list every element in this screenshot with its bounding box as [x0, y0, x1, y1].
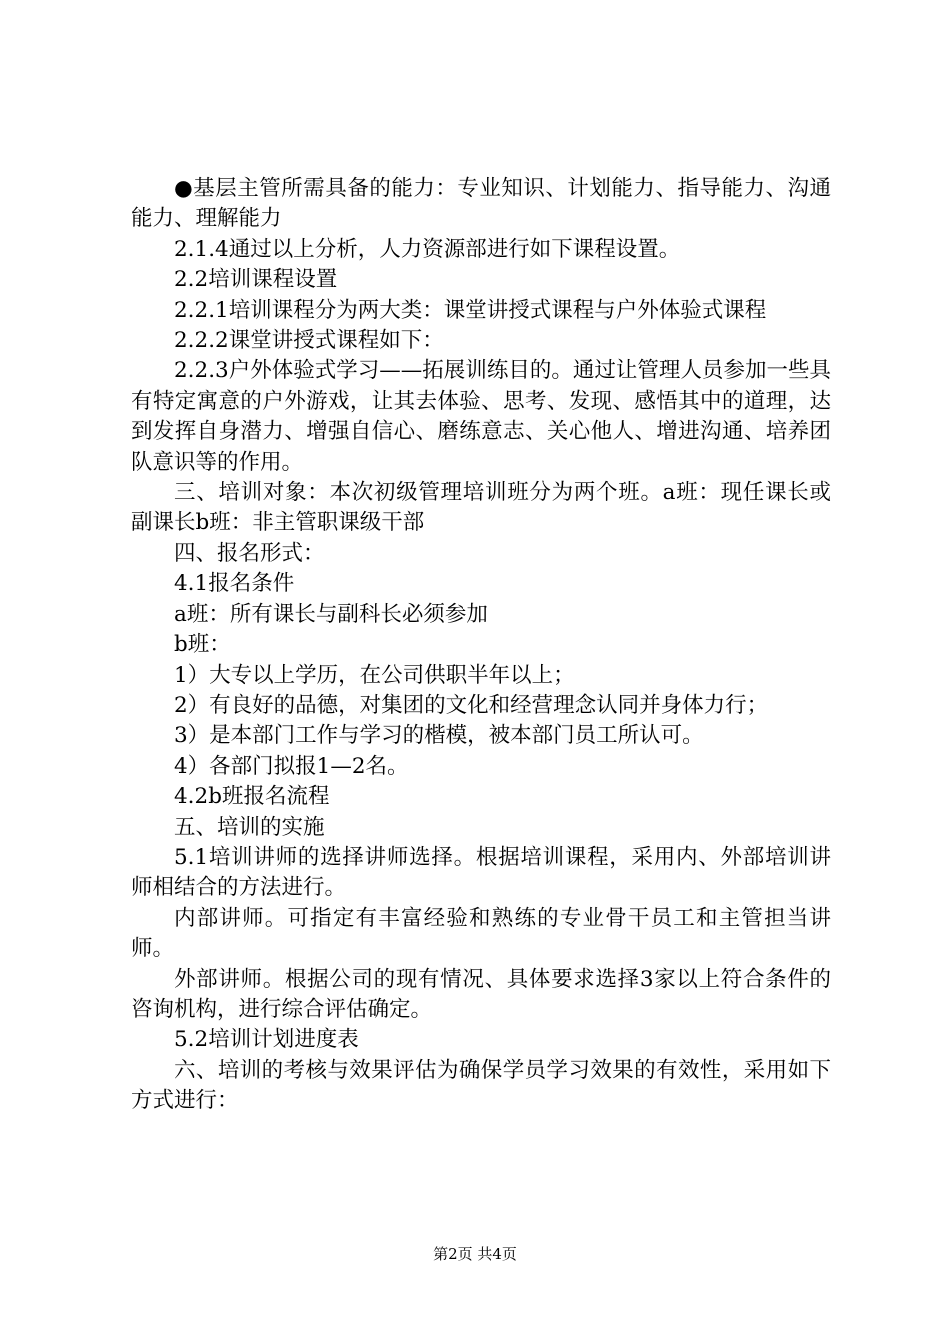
paragraph: 5.1培训讲师的选择讲师选择。根据培训课程，采用内、外部培训讲师相结合的方法进行。 [131, 844, 831, 901]
paragraph: 三、培训对象：本次初级管理培训班分为两个班。a班：现任课长或副课长b班：非主管职课级干部 [131, 480, 831, 536]
paragraph: 2.1.4通过以上分析，人力资源部进行如下课程设置。 [174, 236, 681, 262]
paragraph: a班：所有课长与副科长必须参加 [174, 601, 488, 627]
paragraph: 六、培训的考核与效果评估为确保学员学习效果的有效性，采用如下方式进行： [131, 1057, 831, 1114]
paragraph: 内部讲师。可指定有丰富经验和熟练的专业骨干员工和主管担当讲师。 [131, 905, 831, 962]
paragraph: b班： [174, 632, 231, 658]
paragraph: 4）各部门拟报1—2名。 [174, 753, 409, 779]
paragraph: 3）是本部门工作与学习的楷模，被本部门员工所认可。 [174, 723, 704, 749]
paragraph: 2.2.3户外体验式学习——拓展训练目的。通过让管理人员参加一些具有特定寓意的户外游戏，让其去体验、思考、发现、感悟其中的道理，达到发挥自身潜力、增强自信心、磨练意志、关心他人、增进沟通、培养团队意识等的作用。 [131, 358, 831, 475]
paragraph: 2.2.2课堂讲授式课程如下： [174, 328, 444, 354]
page-number-footer: 第2页 共4页 [433, 1245, 517, 1263]
paragraph: 2）有良好的品德，对集团的文化和经营理念认同并身体力行； [174, 692, 769, 718]
paragraph: 外部讲师。根据公司的现有情况、具体要求选择3家以上符合条件的咨询机构，进行综合评估确定。 [131, 966, 831, 1022]
paragraph: 五、培训的实施 [174, 814, 325, 840]
paragraph: 4.2b班报名流程 [174, 784, 330, 810]
paragraph: ●基层主管所需具备的能力：专业知识、计划能力、指导能力、沟通能力、理解能力 [131, 176, 831, 232]
paragraph: 4.1报名条件 [174, 571, 295, 597]
paragraph: 2.2.1培训课程分为两大类：课堂讲授式课程与户外体验式课程 [174, 297, 767, 323]
paragraph: 5.2培训计划进度表 [174, 1027, 359, 1053]
document-body [131, 174, 831, 1117]
paragraph: 1）大专以上学历，在公司供职半年以上； [174, 662, 575, 688]
paragraph: 四、报名形式： [174, 540, 325, 566]
paragraph: 2.2培训课程设置 [174, 267, 338, 293]
